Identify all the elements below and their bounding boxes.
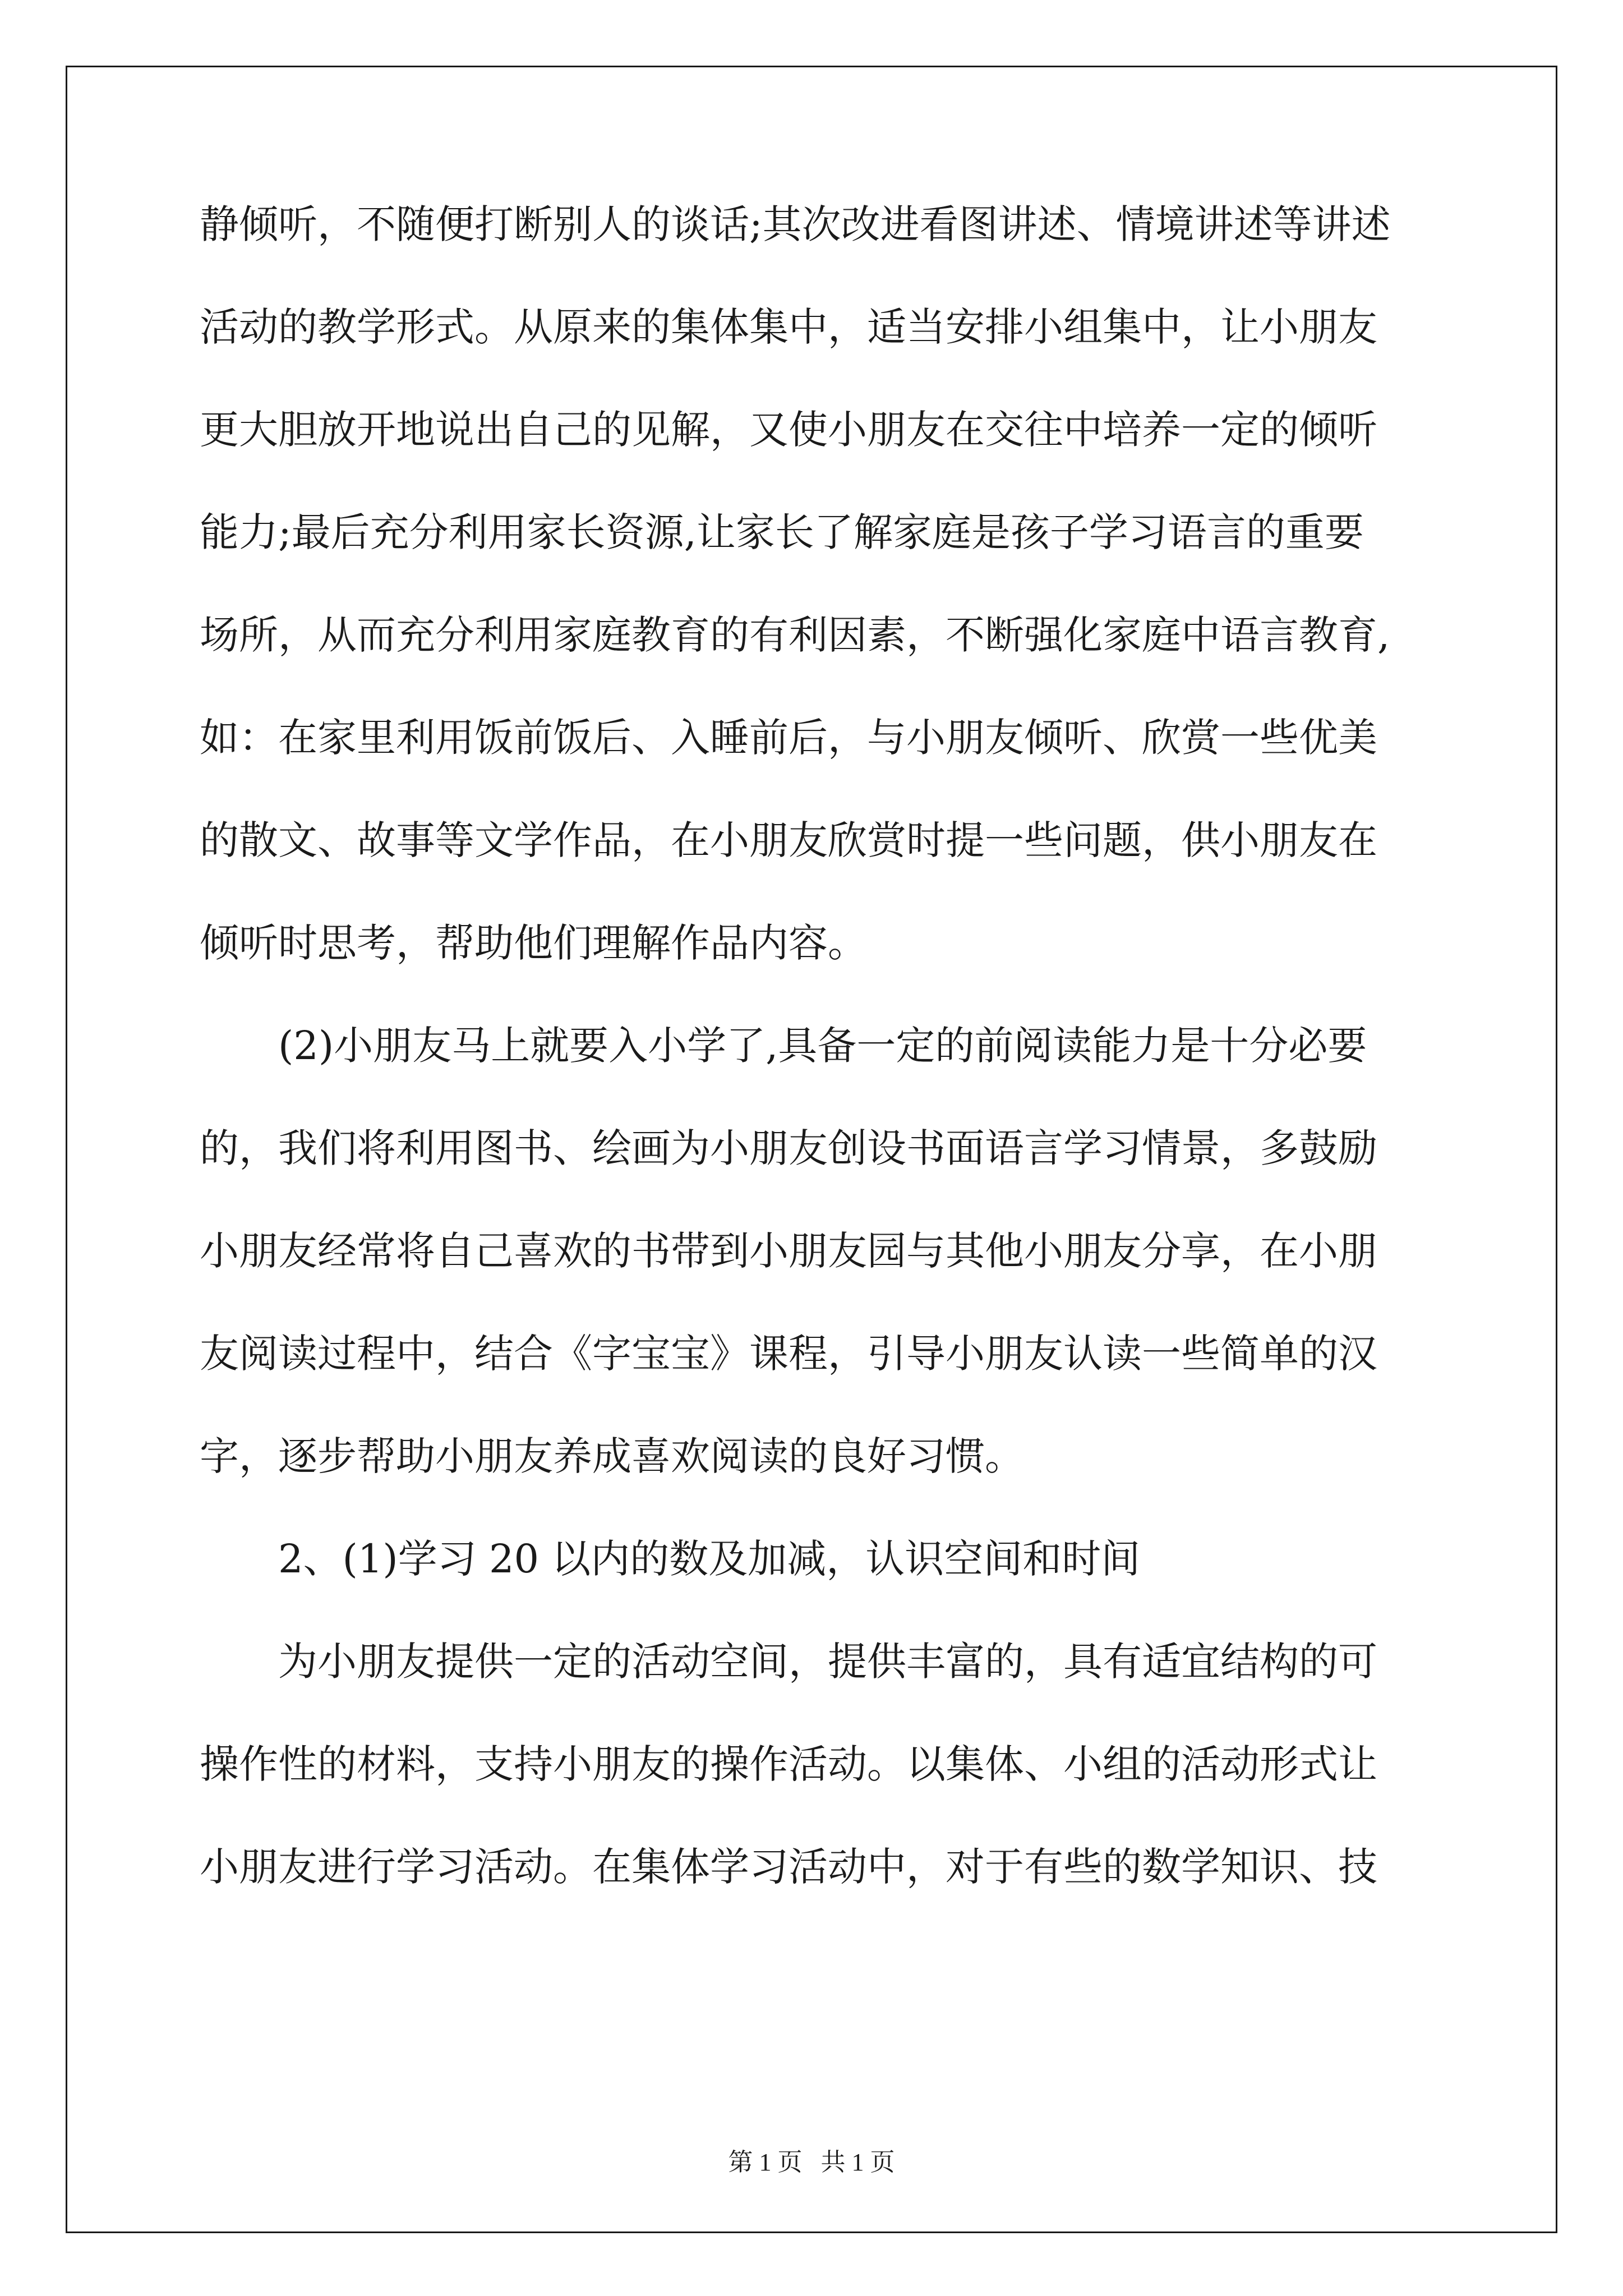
text-line: 小朋友进行学习活动。在集体学习活动中，对于有些的数学知识、技 bbox=[200, 1844, 1377, 1890]
text-line: 更大胆放开地说出自己的见解，又使小朋友在交往中培养一定的倾听 bbox=[200, 407, 1377, 453]
paragraph-start-line: (2)小朋友马上就要入小学了,具备一定的前阅读能力是十分必要 bbox=[278, 1023, 1367, 1069]
paragraph-start-line: 为小朋友提供一定的活动空间，提供丰富的，具有适宜结构的可 bbox=[278, 1639, 1377, 1685]
text-line: 活动的教学形式。从原来的集体集中，适当安排小组集中，让小朋友 bbox=[200, 304, 1377, 350]
text-line: 倾听时思考，帮助他们理解作品内容。 bbox=[200, 920, 867, 966]
section-heading: 2、(1)学习 20 以内的数及加减，认识空间和时间 bbox=[278, 1536, 1141, 1582]
text-line: 小朋友经常将自己喜欢的书带到小朋友园与其他小朋友分享，在小朋 bbox=[200, 1228, 1377, 1274]
text-line: 静倾听，不随便打断别人的谈话;其次改进看图讲述、情境讲述等讲述 bbox=[200, 201, 1391, 247]
text-line: 的，我们将利用图书、绘画为小朋友创设书面语言学习情景，多鼓励 bbox=[200, 1125, 1377, 1171]
text-line: 友阅读过程中，结合《字宝宝》课程，引导小朋友认读一些简单的汉 bbox=[200, 1331, 1377, 1377]
text-line: 的散文、故事等文学作品，在小朋友欣赏时提一些问题，供小朋友在 bbox=[200, 817, 1377, 863]
document-body bbox=[200, 201, 1433, 1950]
text-line: 如：在家里利用饭前饭后、入睡前后，与小朋友倾听、欣赏一些优美 bbox=[200, 715, 1377, 761]
text-line: 能力;最后充分利用家长资源,让家长了解家庭是孩子学习语言的重要 bbox=[200, 509, 1364, 555]
text-line: 操作性的材料，支持小朋友的操作活动。以集体、小组的活动形式让 bbox=[200, 1741, 1377, 1787]
text-line: 字，逐步帮助小朋友养成喜欢阅读的良好习惯。 bbox=[200, 1433, 1024, 1479]
text-line: 场所，从而充分利用家庭教育的有利因素，不断强化家庭中语言教育, bbox=[200, 612, 1390, 658]
page-number-footer: 第 1 页 共 1 页 bbox=[728, 2148, 895, 2176]
